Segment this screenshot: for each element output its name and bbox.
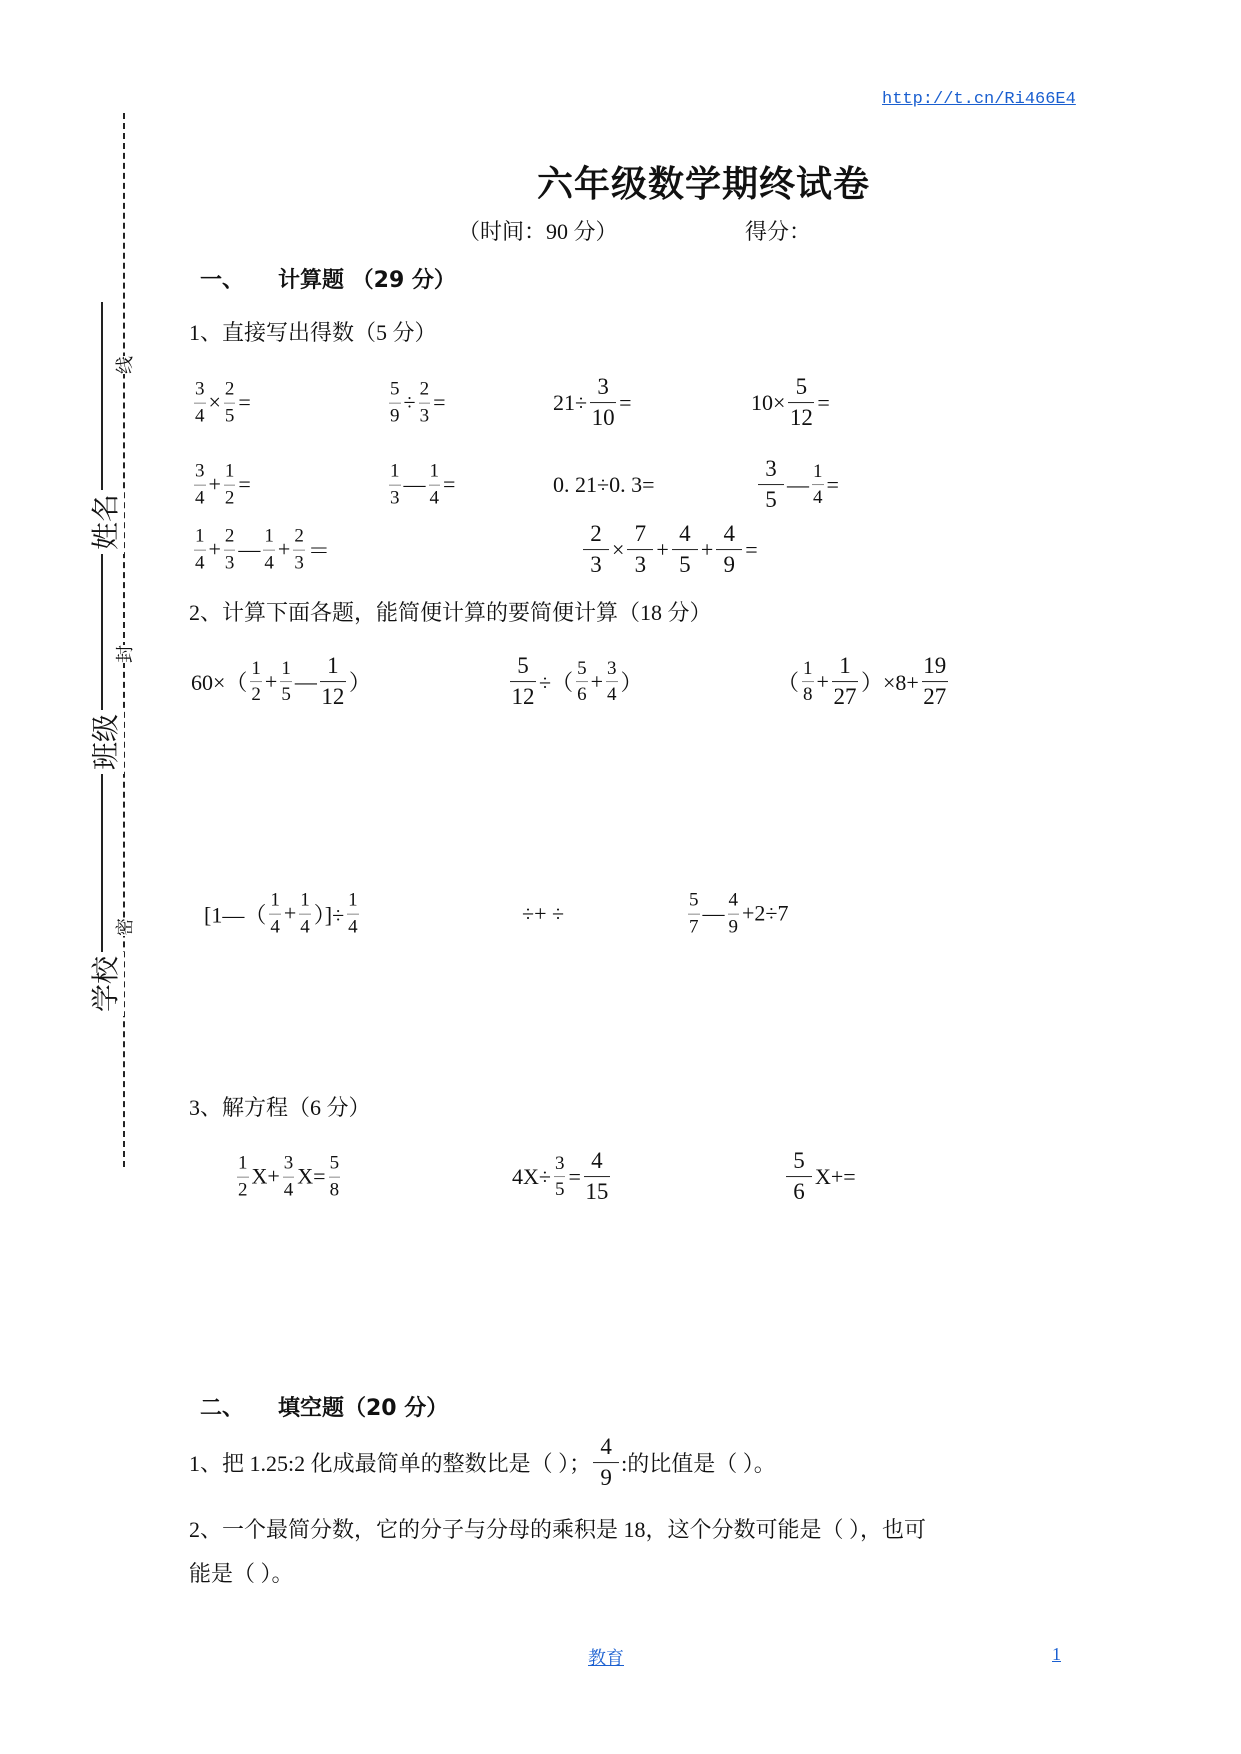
denominator: 12 [511,684,535,710]
school-label: 学校 [84,952,124,1016]
fraction-bar [429,485,441,486]
denominator: 9 [600,1465,612,1491]
fraction [590,374,616,432]
q1-expression [387,379,447,428]
expression-text: + [700,537,714,562]
denominator: 7 [689,916,699,938]
fraction-bar [283,1177,295,1178]
numerator: 4 [600,1434,612,1460]
expression-text: = [433,390,446,415]
denominator: 27 [833,684,857,710]
numerator: 4 [728,889,738,911]
fraction-bar [389,403,401,404]
fraction [320,653,346,711]
numerator: 4 [591,1148,603,1174]
fill-q1-part2: :的比值是（ ）。 [621,1451,776,1477]
exam-time: （时间：90 分） [458,219,618,244]
fraction-bar [250,682,262,683]
expression-text: ÷（ [539,670,574,696]
expression-text: + [264,669,278,694]
expression-text: = [619,390,632,415]
expression-text: ÷+ ÷ [522,901,565,926]
class-label: 班级 [84,710,124,774]
denominator: 8 [803,684,813,706]
expression-text: + [283,901,297,926]
numerator: 1 [195,525,205,547]
denominator: 3 [224,552,235,574]
expression-text: ） [348,670,371,696]
numerator: 5 [795,374,808,400]
fraction-bar [786,1177,812,1178]
numerator: 1 [429,460,439,482]
numerator: 5 [329,1152,340,1174]
denominator: 5 [765,487,777,513]
numerator: 1 [264,525,274,547]
denominator: 2 [251,684,261,706]
expression-text: + [208,472,221,497]
seal-line-mark: 线 [111,356,137,374]
expression-text: 4X÷ [512,1164,551,1189]
section2-number: 二、 [200,1396,245,1421]
q2-label: 2、计算下面各题，能简便计算的要简便计算（18 分） [189,600,712,625]
denominator: 9 [390,405,400,427]
numerator: 2 [224,378,235,400]
fraction [593,1434,619,1492]
q1-expression [552,472,655,498]
numerator: 1 [251,657,261,679]
numerator: 5 [793,1148,805,1174]
fraction-bar [716,550,742,551]
fraction-bar [194,485,206,486]
q2-expression [508,653,644,711]
fraction [728,890,740,939]
fraction-bar [832,682,858,683]
fraction [269,890,281,939]
section1-heading: 计算题 （29 分） [278,268,456,293]
numerator: 1 [281,657,291,679]
section2-heading: 填空题（20 分） [278,1396,449,1421]
fraction [576,658,588,707]
numerator: 5 [577,657,587,679]
denominator: 6 [577,684,587,706]
denominator: 5 [554,1179,565,1201]
q1-expression [750,374,831,432]
fraction-bar [554,1177,566,1178]
fraction-bar [224,550,236,551]
expression-text: 0. 21÷0. 3= [553,472,655,497]
fraction [922,653,948,711]
fraction-bar [584,1177,610,1178]
numerator: 4 [723,521,736,547]
fraction-bar [510,682,536,683]
expression-text: — [403,472,426,497]
fraction-bar [224,403,236,404]
numerator: 1 [813,460,823,482]
denominator: 15 [585,1179,609,1205]
expression-text: ＝ [307,538,330,564]
denominator: 5 [679,552,691,578]
score-label: 得分： [745,219,812,244]
numerator: 1 [224,460,235,482]
fraction-bar [583,550,609,551]
numerator: 3 [597,374,609,400]
numerator: 1 [839,653,851,679]
fraction [786,1148,812,1206]
numerator: 3 [554,1152,565,1174]
q1-expression [192,461,252,510]
expression-text: + [277,537,291,562]
fraction [688,890,700,939]
expression-text: + [816,669,829,694]
page-title: 六年级数学期终试卷 [537,164,871,205]
fraction [429,461,441,510]
fraction [194,526,206,575]
seal-seal-mark: 封 [111,645,137,663]
fraction [554,1153,566,1202]
expression-text: [1—（ [204,902,267,928]
denominator: 4 [813,487,823,509]
denominator: 4 [429,487,439,509]
denominator: 3 [634,552,647,578]
numerator: 2 [224,525,235,547]
expression-text: 10× [751,390,786,415]
expression-text: ）×8+ [860,670,919,696]
denominator: 12 [321,684,345,710]
q1-expression [552,374,633,432]
denominator: 2 [238,1179,248,1201]
expression-text: X+ [251,1164,280,1189]
fraction [194,461,206,510]
expression-text: 60×（ [191,670,248,696]
fraction [758,456,784,514]
fraction [299,890,311,939]
q1-expression [387,461,456,510]
expression-text: — [238,537,261,562]
fraction-bar [263,550,275,551]
q2-expression [190,653,372,711]
fraction [583,521,609,579]
fraction-bar [627,550,653,551]
expression-text: X+= [815,1164,856,1189]
numerator: 5 [390,378,400,400]
denominator: 4 [195,487,205,509]
numerator: 19 [923,653,947,679]
numerator: 4 [679,521,691,547]
fraction-bar [812,485,824,486]
denominator: 10 [591,405,615,431]
fraction [224,379,236,428]
q2-expression [521,901,565,927]
denominator: 9 [723,552,736,578]
q3-label: 3、解方程（6 分） [189,1095,371,1120]
seal-secret-mark: 密 [111,918,137,936]
expression-text: = [568,1164,581,1189]
expression-text: ） [620,670,643,696]
expression-text: = [745,537,758,562]
numerator: 2 [419,378,430,400]
fraction [802,658,814,707]
fraction [194,379,206,428]
fraction [716,521,742,579]
expression-text: + [208,537,221,562]
numerator: 3 [607,657,617,679]
fraction [510,653,536,711]
denominator: 4 [270,916,280,938]
q1-expression [756,456,840,514]
denominator: 3 [294,552,304,574]
numerator: 1 [803,657,813,679]
fraction [237,1153,249,1202]
fraction [389,379,401,428]
expression-text: — [787,472,809,497]
numerator: 5 [517,653,529,679]
expression-text: （ [777,670,800,696]
fraction-bar [293,550,305,551]
name-label: 姓名 [84,490,124,554]
fraction [832,653,858,711]
fraction-bar [606,682,618,683]
fraction [250,658,262,707]
numerator: 3 [195,378,205,400]
expression-text: = [443,472,456,497]
fraction [283,1153,295,1202]
expression-text: X= [297,1164,326,1189]
fraction-bar [758,485,784,486]
denominator: 8 [329,1179,340,1201]
expression-text: — [702,901,725,926]
fraction-bar [802,682,814,683]
denominator: 4 [195,405,205,427]
denominator: 4 [283,1179,294,1201]
fraction-bar [347,914,359,915]
denominator: 5 [281,684,291,706]
binding-solid-line [101,302,103,959]
q3-expression [235,1153,342,1202]
denominator: 5 [224,405,235,427]
fraction-bar [280,682,292,683]
fraction [263,526,275,575]
fraction [224,461,236,510]
q1-expression [192,526,331,575]
numerator: 1 [300,889,310,911]
fraction-bar [728,914,740,915]
numerator: 2 [590,521,602,547]
fraction-bar [194,550,206,551]
fraction [672,521,698,579]
page-number[interactable]: 1 [1052,1644,1061,1664]
denominator: 27 [923,684,947,710]
expression-text: × [612,537,625,562]
expression-text: × [208,390,221,415]
fill-question-2-line1: 2、一个最简分数，它的分子与分母的乘积是 18，这个分数可能是（ ），也可 [189,1517,927,1542]
denominator: 4 [300,916,310,938]
q3-expression [784,1148,857,1206]
fill-question-2-line2: 能是（ ）。 [189,1561,294,1586]
denominator: 4 [264,552,274,574]
expression-text: = [817,390,830,415]
fill-q1-part1: 1、把 1.25:2 化成最简单的整数比是（ ）； [189,1451,592,1477]
fraction [347,890,359,939]
fraction-bar [419,403,431,404]
q1-label: 1、直接写出得数（5 分） [189,320,437,345]
expression-text: ）]÷ [313,902,345,928]
denominator: 4 [348,916,358,938]
section1-number: 一、 [200,268,245,293]
fraction-bar [672,550,698,551]
numerator: 1 [327,653,339,679]
fraction-bar [590,403,616,404]
numerator: 1 [348,889,358,911]
fraction [584,1148,610,1206]
fill-question-1 [189,1434,776,1492]
fraction-bar [224,485,236,486]
fraction [812,461,824,510]
header-url-link[interactable]: http://t.cn/Ri466E4 [882,90,1076,109]
expression-text: = [238,390,251,415]
fraction [788,374,814,432]
fraction-bar [922,682,948,683]
fraction [419,379,431,428]
q1-expression [581,521,759,579]
fraction-bar [593,1463,619,1464]
fraction-bar [194,403,206,404]
fraction-bar [320,682,346,683]
expression-text: 21÷ [553,390,588,415]
fraction-bar [389,485,401,486]
fraction-bar [237,1177,249,1178]
fraction [280,658,292,707]
denominator: 2 [224,487,235,509]
fraction [389,461,401,510]
fraction-bar [788,403,814,404]
fraction-bar [688,914,700,915]
expression-text: +2÷7 [742,901,789,926]
expression-text: + [590,669,603,694]
numerator: 1 [390,460,400,482]
denominator: 12 [789,405,813,431]
fraction [606,658,618,707]
fraction [293,526,305,575]
denominator: 3 [419,405,430,427]
footer-link[interactable]: 教育 [588,1648,624,1668]
q3-expression [511,1148,612,1206]
expression-text: = [826,472,839,497]
numerator: 3 [765,456,777,482]
numerator: 3 [195,460,205,482]
expression-text: + [656,537,669,562]
numerator: 1 [270,889,280,911]
q2-expression [686,890,789,939]
fraction-bar [576,682,588,683]
numerator: 2 [294,525,304,547]
numerator: 1 [238,1152,248,1174]
fraction-bar [299,914,311,915]
q2-expression [203,890,361,939]
numerator: 7 [634,521,647,547]
fraction [329,1153,341,1202]
fraction [627,521,653,579]
numerator: 3 [283,1152,294,1174]
numerator: 5 [689,889,699,911]
denominator: 9 [728,916,738,938]
denominator: 6 [793,1179,805,1205]
denominator: 3 [390,487,400,509]
fraction-bar [269,914,281,915]
q1-expression [192,379,252,428]
expression-text: = [238,472,251,497]
fraction-bar [329,1177,341,1178]
q2-expression [776,653,950,711]
denominator: 3 [590,552,602,578]
denominator: 4 [195,552,205,574]
denominator: 4 [607,684,617,706]
expression-text: — [294,669,317,694]
expression-text: ÷ [403,390,416,415]
fraction [224,526,236,575]
